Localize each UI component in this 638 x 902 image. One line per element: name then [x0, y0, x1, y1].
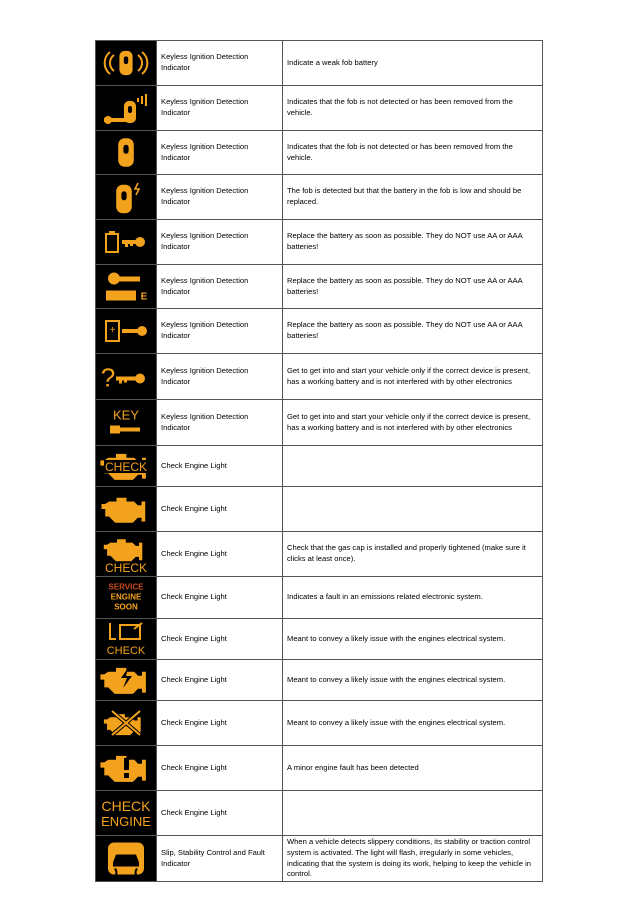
svg-text:SERVICE: SERVICE — [108, 582, 144, 592]
indicator-description: Check that the gas cap is installed and properly tightened (make sure it clicks at least once). — [283, 532, 543, 577]
key-fob-signal-icon — [100, 41, 152, 85]
check-engine-text-icon — [100, 791, 152, 835]
indicator-icon-cell — [96, 836, 157, 882]
engine-wrench-check-icon — [100, 619, 152, 659]
indicator-description: Meant to convey a likely issue with the engines electrical system. — [283, 701, 543, 746]
indicator-description: Replace the battery as soon as possible. They do NOT use AA or AAA batteries! — [283, 265, 543, 309]
indicator-icon-cell — [96, 131, 157, 175]
indicator-description: Replace the battery as soon as possible. They do NOT use AA or AAA batteries! — [283, 220, 543, 265]
key-battery-e-icon — [100, 265, 152, 308]
svg-text:CHECK: CHECK — [101, 798, 151, 814]
indicator-description: Get to get into and start your vehicle only if the correct device is present, has a working battery and is not interfered with by other electronics — [283, 354, 543, 400]
indicator-name: Check Engine Light — [157, 619, 283, 660]
engine-icon — [100, 487, 152, 531]
indicator-icon-cell — [96, 532, 157, 577]
engine-lightning-icon — [100, 660, 152, 700]
table-row — [96, 446, 543, 487]
battery-key-icon — [100, 220, 152, 264]
svg-text:CHECK: CHECK — [104, 561, 148, 575]
table-row — [96, 41, 543, 86]
table-row — [96, 400, 543, 446]
indicator-description: Meant to convey a likely issue with the engines electrical system. — [283, 619, 543, 660]
indicator-icon-cell — [96, 309, 157, 354]
indicator-description: A minor engine fault has been detected — [283, 746, 543, 791]
indicator-name: Keyless Ignition Detection Indicator — [157, 220, 283, 265]
svg-text:CHECK: CHECK — [104, 460, 148, 474]
indicator-description: Replace the battery as soon as possible. They do NOT use AA or AAA batteries! — [283, 309, 543, 354]
indicator-description — [283, 446, 543, 487]
indicator-icon-cell — [96, 487, 157, 532]
table-row — [96, 619, 543, 660]
key-question-icon — [100, 354, 152, 399]
svg-text:SOON: SOON — [114, 602, 138, 612]
indicator-description — [283, 487, 543, 532]
indicator-icon-cell — [96, 577, 157, 619]
key-fob-icon — [100, 131, 152, 174]
indicator-description: When a vehicle detects slippery conditions, its stability or traction control system is activated. The light will flash, irregularly in some vehicles, indicating that the system is doing its work, helping to keep the vehicle in control. — [283, 836, 543, 882]
svg-text:+: + — [109, 325, 116, 336]
engine-check-icon — [100, 446, 152, 486]
engine-exclamation-icon — [100, 746, 152, 790]
indicator-icon-cell — [96, 660, 157, 701]
indicator-name: Check Engine Light — [157, 532, 283, 577]
svg-text:E: E — [140, 291, 148, 303]
table-row — [96, 532, 543, 577]
indicator-name: Check Engine Light — [157, 577, 283, 619]
table-row — [96, 265, 543, 309]
indicator-name: Check Engine Light — [157, 660, 283, 701]
engine-check-below-icon — [100, 532, 152, 576]
table-row — [96, 791, 543, 836]
engine-wrench-cross-icon — [100, 701, 152, 745]
service-engine-soon-icon — [100, 577, 152, 618]
svg-text:ENGINE: ENGINE — [110, 592, 142, 602]
svg-text:CHECK: CHECK — [106, 645, 146, 657]
indicator-icon-cell — [96, 746, 157, 791]
indicator-name: Keyless Ignition Detection Indicator — [157, 86, 283, 131]
indicator-icon-cell — [96, 701, 157, 746]
table-row — [96, 131, 543, 175]
svg-text:ENGINE: ENGINE — [101, 814, 151, 829]
indicator-name: Keyless Ignition Detection Indicator — [157, 400, 283, 446]
indicator-name: Keyless Ignition Detection Indicator — [157, 131, 283, 175]
indicator-name: Check Engine Light — [157, 746, 283, 791]
key-fob-low-battery-icon — [100, 175, 152, 219]
indicator-name: Check Engine Light — [157, 487, 283, 532]
indicator-description: Indicates that the fob is not detected or has been removed from the vehicle. — [283, 86, 543, 131]
table-row — [96, 86, 543, 131]
indicator-name: Check Engine Light — [157, 446, 283, 487]
table-row — [96, 220, 543, 265]
table-row — [96, 487, 543, 532]
key-fob-waves-icon — [100, 86, 152, 130]
indicator-name: Check Engine Light — [157, 791, 283, 836]
indicator-description: Indicates that the fob is not detected or has been removed from the vehicle. — [283, 131, 543, 175]
indicator-description: Meant to convey a likely issue with the engines electrical system. — [283, 660, 543, 701]
indicator-name: Keyless Ignition Detection Indicator — [157, 309, 283, 354]
indicator-icon-cell — [96, 400, 157, 446]
svg-text:?: ? — [100, 362, 116, 393]
table-row — [96, 660, 543, 701]
indicator-description: Indicate a weak fob battery — [283, 41, 543, 86]
indicator-icon-cell — [96, 791, 157, 836]
indicator-name: Keyless Ignition Detection Indicator — [157, 354, 283, 400]
indicator-name: Keyless Ignition Detection Indicator — [157, 265, 283, 309]
indicator-icon-cell — [96, 86, 157, 131]
table-row — [96, 701, 543, 746]
svg-text:KEY: KEY — [112, 407, 140, 423]
indicator-icon-cell — [96, 175, 157, 220]
indicator-description: Get to get into and start your vehicle only if the correct device is present, has a working battery and is not interfered with by other electronics — [283, 400, 543, 446]
table-row — [96, 175, 543, 220]
battery-key-plus-icon — [100, 309, 152, 353]
table-row — [96, 746, 543, 791]
indicator-icon-cell — [96, 41, 157, 86]
table-row — [96, 577, 543, 619]
indicator-description: Indicates a fault in an emissions related electronic system. — [283, 577, 543, 619]
indicator-description — [283, 791, 543, 836]
table-row — [96, 836, 543, 882]
table-row — [96, 309, 543, 354]
indicator-name: Keyless Ignition Detection Indicator — [157, 41, 283, 86]
indicator-icon-cell — [96, 354, 157, 400]
indicator-icon-cell — [96, 220, 157, 265]
indicator-icon-cell — [96, 446, 157, 487]
indicator-description: The fob is detected but that the battery in the fob is low and should be replaced. — [283, 175, 543, 220]
table-row — [96, 354, 543, 400]
indicator-table — [95, 40, 543, 882]
indicator-name: Slip, Stability Control and Fault Indicator — [157, 836, 283, 882]
key-text-icon — [100, 400, 152, 445]
indicator-name: Check Engine Light — [157, 701, 283, 746]
indicator-icon-cell — [96, 265, 157, 309]
indicator-icon-cell — [96, 619, 157, 660]
indicator-name: Keyless Ignition Detection Indicator — [157, 175, 283, 220]
skidding-car-icon — [100, 836, 152, 881]
